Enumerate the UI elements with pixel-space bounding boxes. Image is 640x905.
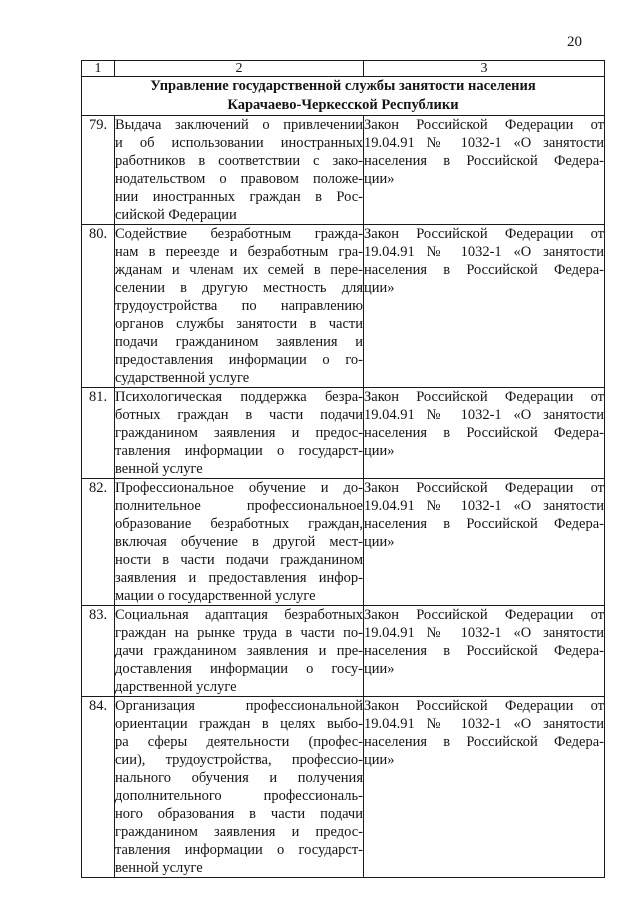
description-line: дарственной услуге	[115, 679, 237, 695]
legal-basis-line: Закон Российской Федерации от	[364, 698, 604, 714]
description-line: венной услуге	[115, 860, 203, 876]
description-line: нии иностранных граждан в Рос-	[115, 189, 363, 205]
service-description	[115, 116, 364, 225]
description-line: гражданином заявления и предос-	[115, 425, 363, 441]
legal-basis-line: ции»	[364, 280, 395, 296]
row-number: 82.	[82, 479, 115, 606]
row-number: 79.	[82, 116, 115, 225]
row-number: 83.	[82, 606, 115, 697]
description-line: ра сферы деятельности (профес-	[115, 734, 363, 750]
legal-basis	[364, 479, 605, 606]
legal-basis-line: 19.04.91 № 1032-1 «О занятости	[364, 407, 604, 423]
description-line: селении в другую местность для	[115, 280, 363, 296]
description-line: Содействие безработным гражда-	[115, 226, 363, 242]
service-description	[115, 606, 364, 697]
table-row	[82, 225, 605, 388]
description-line: образование безработных граждан,	[115, 516, 363, 532]
description-line: жданам и членам их семей в пере-	[115, 262, 363, 278]
section-title-line-1: Управление государственной службы занятости населения	[150, 78, 536, 94]
table-row	[82, 606, 605, 697]
table-row	[82, 697, 605, 878]
description-line: включая обучение в другой мест-	[115, 534, 363, 550]
description-line: органов службы занятости в части	[115, 316, 363, 332]
legal-basis-line: ции»	[364, 443, 395, 459]
description-line: подачи гражданином заявления и	[115, 334, 363, 350]
description-line: полнительное профессиональное	[115, 498, 363, 514]
services-table	[81, 60, 605, 878]
section-title-line-2: Карачаево-Черкесской Республики	[227, 97, 459, 113]
legal-basis-line: Закон Российской Федерации от	[364, 389, 604, 405]
column-number-2: 2	[115, 61, 364, 77]
legal-basis-line: населения в Российской Федера-	[364, 153, 604, 169]
legal-basis	[364, 606, 605, 697]
legal-basis-line: ции»	[364, 661, 395, 677]
description-line: ориентации граждан в целях выбо-	[115, 716, 363, 732]
service-description	[115, 388, 364, 479]
description-line: трудоустройства по направлению	[115, 298, 363, 314]
description-line: граждан на рынке труда в части по-	[115, 625, 363, 641]
table-row	[82, 388, 605, 479]
description-line: нам в переезде и безработным гра-	[115, 244, 363, 260]
row-number: 84.	[82, 697, 115, 878]
description-line: ного образования в части подачи	[115, 806, 363, 822]
legal-basis-line: 19.04.91 № 1032-1 «О занятости	[364, 135, 604, 151]
service-description	[115, 225, 364, 388]
legal-basis	[364, 225, 605, 388]
legal-basis-line: Закон Российской Федерации от	[364, 226, 604, 242]
description-line: тавления информации о государст-	[115, 443, 363, 459]
description-line: сийской Федерации	[115, 207, 237, 223]
description-line: тавления информации о государст-	[115, 842, 363, 858]
legal-basis-line: Закон Российской Федерации от	[364, 480, 604, 496]
description-line: Социальная адаптация безработных	[115, 607, 363, 623]
description-line: ботных граждан в части подачи	[115, 407, 363, 423]
legal-basis-line: населения в Российской Федера-	[364, 262, 604, 278]
description-line: Выдача заключений о привлечении	[115, 117, 363, 133]
legal-basis-line: ции»	[364, 752, 395, 768]
column-number-1: 1	[82, 61, 115, 77]
table-row	[82, 479, 605, 606]
description-line: Психологическая поддержка безра-	[115, 389, 363, 405]
description-line: нодательством о правовом положе-	[115, 171, 363, 187]
legal-basis-line: населения в Российской Федера-	[364, 425, 604, 441]
table-row	[82, 116, 605, 225]
legal-basis-line: ции»	[364, 534, 395, 550]
description-line: гражданином заявления и предос-	[115, 824, 363, 840]
description-line: заявления и предоставления инфор-	[115, 570, 363, 586]
legal-basis-line: Закон Российской Федерации от	[364, 607, 604, 623]
description-line: сударственной услуге	[115, 370, 250, 386]
description-line: Организация профессиональной	[115, 698, 363, 714]
description-line: и об использовании иностранных	[115, 135, 363, 151]
legal-basis	[364, 388, 605, 479]
description-line: предоставления информации о го-	[115, 352, 363, 368]
description-line: дополнительного профессиональ-	[115, 788, 363, 804]
service-description	[115, 697, 364, 878]
description-line: нального обучения и получения	[115, 770, 363, 786]
legal-basis-line: населения в Российской Федера-	[364, 516, 604, 532]
legal-basis	[364, 697, 605, 878]
legal-basis-line: ции»	[364, 171, 395, 187]
description-line: венной услуге	[115, 461, 203, 477]
service-description	[115, 479, 364, 606]
description-line: сии), трудоустройства, профессио-	[115, 752, 363, 768]
description-line: мации о государственной услуге	[115, 588, 316, 604]
row-number: 80.	[82, 225, 115, 388]
section-row	[82, 77, 605, 116]
legal-basis	[364, 116, 605, 225]
page-number: 20	[567, 34, 582, 50]
description-line: Профессиональное обучение и до-	[115, 480, 363, 496]
row-number: 81.	[82, 388, 115, 479]
legal-basis-line: Закон Российской Федерации от	[364, 117, 604, 133]
legal-basis-line: 19.04.91 № 1032-1 «О занятости	[364, 498, 604, 514]
description-line: доставления информации о госу-	[115, 661, 363, 677]
column-number-row	[82, 61, 605, 77]
description-line: работников в соответствии с зако-	[115, 153, 363, 169]
legal-basis-line: 19.04.91 № 1032-1 «О занятости	[364, 625, 604, 641]
legal-basis-line: 19.04.91 № 1032-1 «О занятости	[364, 244, 604, 260]
legal-basis-line: населения в Российской Федера-	[364, 734, 604, 750]
description-line: ности в части подачи гражданином	[115, 552, 363, 568]
section-title	[82, 77, 605, 116]
description-line: дачи гражданином заявления и пре-	[115, 643, 363, 659]
legal-basis-line: 19.04.91 № 1032-1 «О занятости	[364, 716, 604, 732]
legal-basis-line: населения в Российской Федера-	[364, 643, 604, 659]
column-number-3: 3	[364, 61, 605, 77]
